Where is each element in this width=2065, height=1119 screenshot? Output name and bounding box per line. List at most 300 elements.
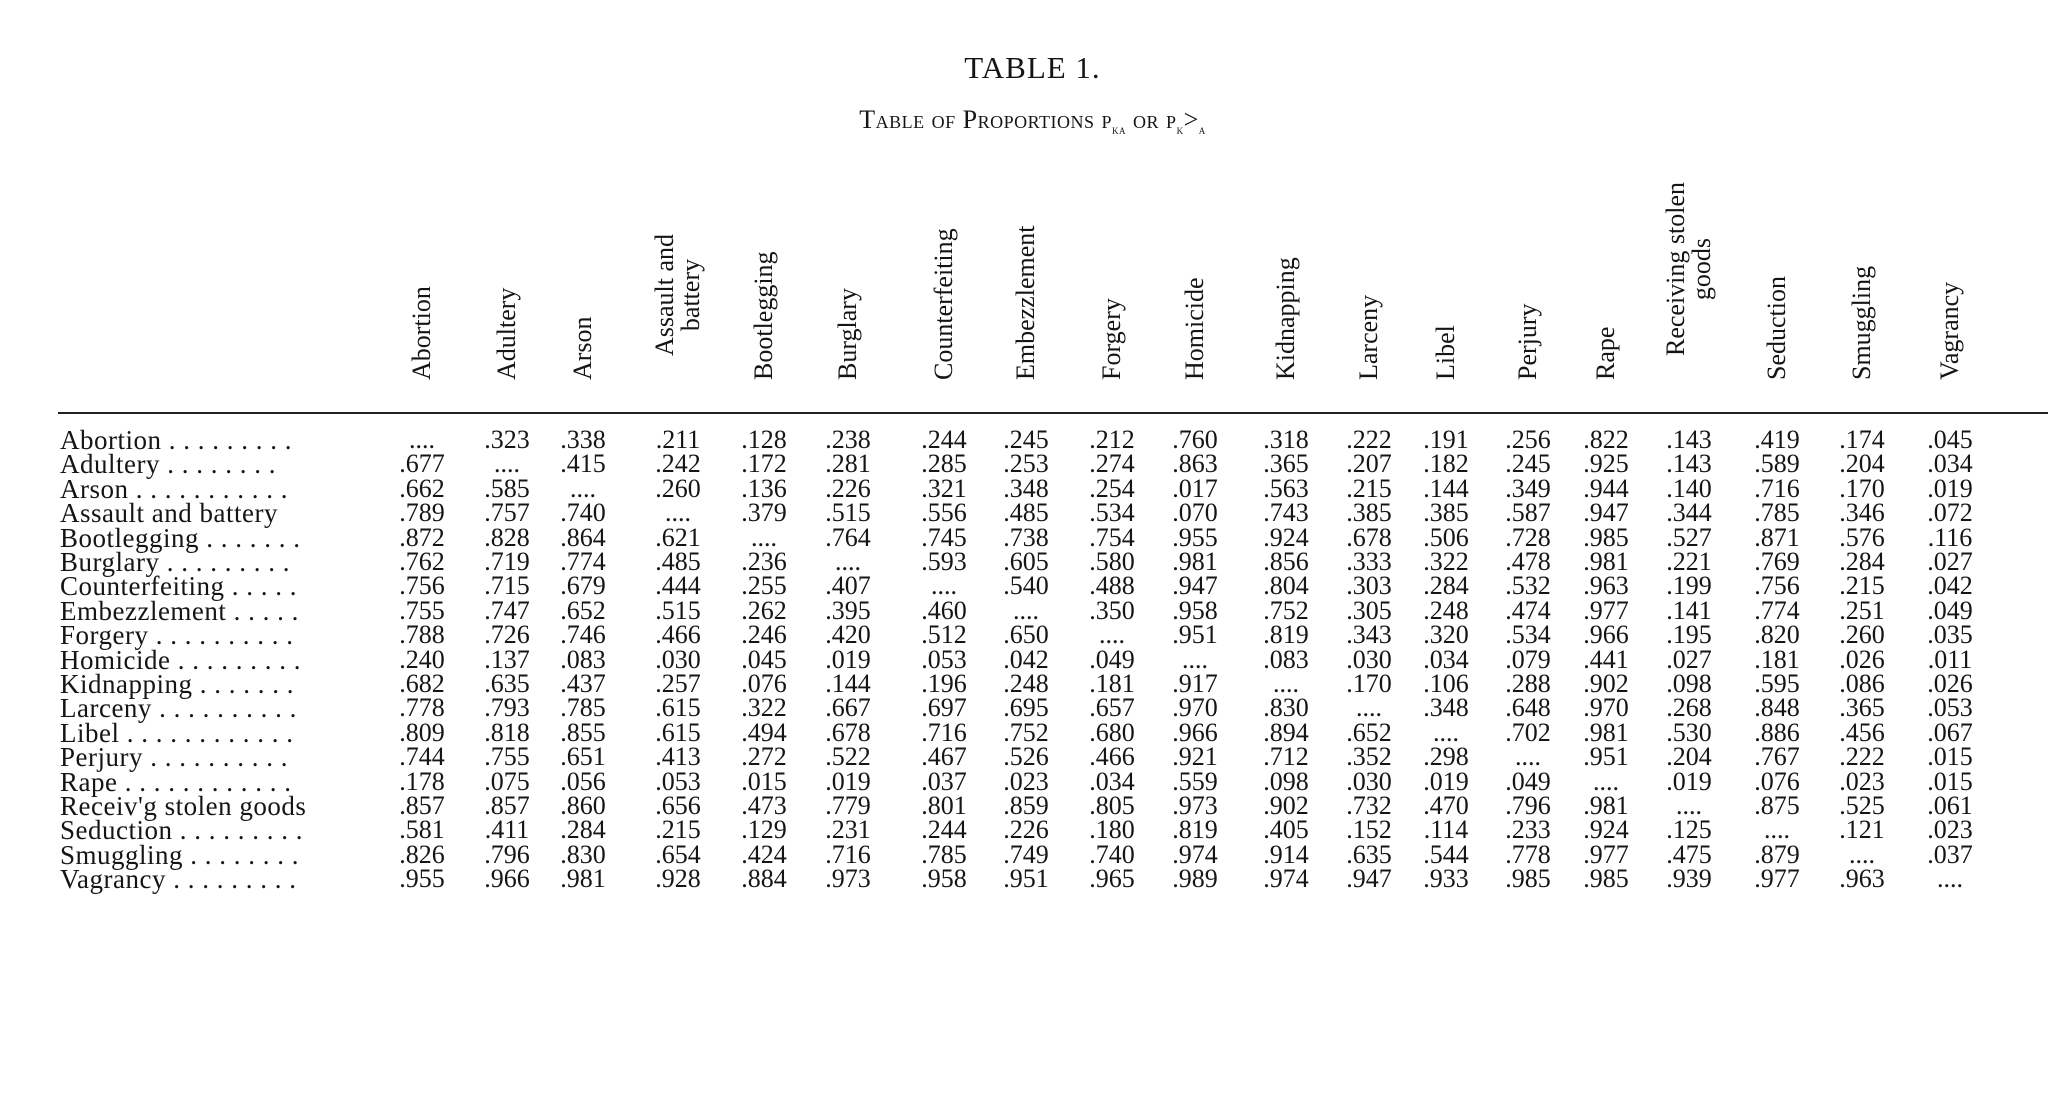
- table-cell: .944: [1583, 473, 1629, 503]
- table-cell: .966: [1583, 620, 1629, 650]
- table-cell: .023: [1927, 815, 1973, 845]
- table-cell: .240: [399, 644, 445, 674]
- table-cell: .072: [1927, 498, 1973, 528]
- table-cell: .211: [655, 425, 701, 454]
- table-cell: .534: [1089, 498, 1135, 528]
- table-cell: .894: [1263, 717, 1309, 747]
- table-cell: .871: [1754, 522, 1800, 552]
- column-header-label: Kidnapping: [1271, 257, 1300, 380]
- row-label: Receiv'g stolen goods: [60, 791, 307, 821]
- table-cell: .576: [1839, 522, 1885, 552]
- table-cell: ....: [931, 571, 957, 601]
- table-cell: .348: [1003, 473, 1049, 503]
- table-cell: .274: [1089, 449, 1135, 479]
- table-cell: .242: [655, 449, 701, 479]
- table-cell: .019: [1666, 766, 1712, 796]
- table-cell: .605: [1003, 547, 1049, 576]
- table-cell: .785: [1754, 498, 1800, 528]
- table-cell: .251: [1839, 595, 1885, 625]
- table-cell: .441: [1583, 644, 1629, 674]
- table-cell: ....: [1273, 669, 1299, 698]
- table-cell: .522: [825, 742, 871, 772]
- column-header-label: Arson: [568, 316, 597, 380]
- table-cell: .086: [1839, 669, 1885, 698]
- table-cell: .958: [921, 864, 967, 894]
- table-cell: .140: [1666, 473, 1712, 503]
- table-cell: ....: [665, 498, 691, 528]
- column-header: [808, 150, 888, 408]
- table-cell: .343: [1346, 620, 1392, 650]
- table-cell: .581: [399, 815, 445, 845]
- header-rule: [58, 412, 2048, 414]
- table-cell: .985: [1583, 864, 1629, 894]
- table-cell: .248: [1003, 669, 1049, 698]
- table-cell: .144: [825, 669, 871, 698]
- table-cell: .255: [741, 571, 787, 601]
- table-cell: .011: [1927, 644, 1973, 674]
- table-cell: .053: [655, 766, 701, 796]
- table-cell: ....: [1099, 620, 1125, 650]
- table-cell: .544: [1423, 839, 1469, 869]
- table-cell: .654: [655, 839, 701, 869]
- table-cell: .349: [1505, 473, 1551, 503]
- table-cell: .049: [1089, 644, 1135, 674]
- table-cell: .061: [1927, 791, 1973, 820]
- table-cell: .981: [1583, 547, 1629, 576]
- table-cell: .083: [1263, 644, 1309, 674]
- table-cell: .774: [1754, 595, 1800, 625]
- table-cell: .215: [655, 815, 701, 845]
- table-cell: ....: [409, 425, 435, 454]
- table-cell: .648: [1505, 693, 1551, 723]
- table-cell: .963: [1839, 864, 1885, 894]
- table-cell: .049: [1927, 595, 1973, 625]
- table-cell: .026: [1839, 644, 1885, 674]
- subtitle-text-a: Table of Proportions p: [859, 105, 1113, 134]
- table-cell: .470: [1423, 791, 1469, 820]
- column-header: [638, 150, 718, 408]
- column-header: [467, 150, 547, 408]
- table-cell: .587: [1505, 498, 1551, 528]
- table-cell: .860: [560, 791, 606, 820]
- table-cell: .226: [825, 473, 871, 503]
- table-cell: .170: [1346, 669, 1392, 698]
- table-cell: .716: [921, 717, 967, 747]
- table-cell: ....: [1593, 766, 1619, 796]
- table-cell: .419: [1754, 425, 1800, 454]
- table-cell: .196: [921, 669, 967, 698]
- table-cell: .970: [1583, 693, 1629, 723]
- table-cell: .407: [825, 571, 871, 601]
- table-cell: .563: [1263, 473, 1309, 503]
- table-cell: .346: [1839, 498, 1885, 528]
- row-label: Bootlegging . . . . . . .: [60, 522, 301, 553]
- table-cell: .049: [1505, 766, 1551, 796]
- table-cell: .848: [1754, 693, 1800, 723]
- table-cell: ....: [751, 522, 777, 552]
- table-cell: .774: [560, 547, 606, 576]
- table-cell: .778: [399, 693, 445, 723]
- table-cell: .027: [1666, 644, 1712, 674]
- column-header: [1737, 150, 1817, 408]
- table-cell: .444: [655, 571, 701, 601]
- column-header-label: Forgery: [1097, 298, 1126, 380]
- table-cell: .182: [1423, 449, 1469, 479]
- table-cell: .114: [1423, 815, 1469, 845]
- column-header: [986, 150, 1066, 408]
- table-cell: .053: [1927, 693, 1973, 723]
- table-cell: .485: [655, 547, 701, 576]
- table-cell: .221: [1666, 547, 1712, 576]
- table-cell: .924: [1263, 522, 1309, 552]
- column-header: [1329, 150, 1409, 408]
- table-cell: .284: [560, 815, 606, 845]
- table-cell: .744: [399, 742, 445, 772]
- row-label: Embezzlement . . . . .: [60, 595, 299, 626]
- table-cell: .989: [1172, 864, 1218, 894]
- table-cell: .037: [1927, 839, 1973, 869]
- table-cell: ....: [494, 449, 520, 479]
- table-cell: .939: [1666, 864, 1712, 894]
- table-cell: .137: [484, 644, 530, 674]
- column-header: [904, 150, 984, 408]
- table-cell: .506: [1423, 522, 1469, 552]
- table-cell: .348: [1423, 693, 1469, 723]
- table-cell: .515: [825, 498, 871, 528]
- table-cell: .981: [1583, 791, 1629, 820]
- table-cell: .035: [1927, 620, 1973, 650]
- table-cell: .534: [1505, 620, 1551, 650]
- table-cell: .015: [1927, 742, 1973, 772]
- table-cell: .323: [484, 425, 530, 454]
- table-cell: .819: [1263, 620, 1309, 650]
- column-header-label: Smuggling: [1847, 265, 1876, 380]
- table-cell: .116: [1927, 522, 1973, 552]
- table-cell: .809: [399, 717, 445, 747]
- table-cell: .152: [1346, 815, 1392, 845]
- table-cell: .743: [1263, 498, 1309, 528]
- table-cell: .238: [825, 425, 871, 454]
- row-label: Vagrancy . . . . . . . . .: [60, 864, 297, 895]
- table-cell: .245: [1505, 449, 1551, 479]
- table-cell: .778: [1505, 839, 1551, 869]
- table-cell: .752: [1263, 595, 1309, 625]
- table-cell: ....: [1433, 717, 1459, 747]
- table-cell: .963: [1583, 571, 1629, 601]
- table-cell: .585: [484, 473, 530, 503]
- column-header: [1155, 150, 1235, 408]
- table-cell: .667: [825, 693, 871, 723]
- table-cell: .338: [560, 425, 606, 454]
- table-cell: .955: [1172, 522, 1218, 552]
- table-cell: .635: [1346, 839, 1392, 869]
- table-cell: ....: [1515, 742, 1541, 772]
- row-label: Burglary . . . . . . . . .: [60, 547, 290, 577]
- table-cell: .415: [560, 449, 606, 479]
- table-cell: .379: [741, 498, 787, 528]
- table-cell: .884: [741, 864, 787, 894]
- table-cell: .288: [1505, 669, 1551, 698]
- row-label: Kidnapping . . . . . . .: [60, 669, 294, 699]
- table-cell: .779: [825, 791, 871, 820]
- table-cell: .740: [560, 498, 606, 528]
- table-cell: .965: [1089, 864, 1135, 894]
- table-cell: .284: [1423, 571, 1469, 601]
- table-cell: .023: [1003, 766, 1049, 796]
- table-cell: .902: [1583, 669, 1629, 698]
- column-header-label: Adultery: [492, 287, 521, 380]
- table-cell: .820: [1754, 620, 1800, 650]
- table-cell: .037: [921, 766, 967, 796]
- column-header-label: Bootlegging: [749, 251, 778, 380]
- table-cell: .715: [484, 571, 530, 601]
- table-cell: .726: [484, 620, 530, 650]
- table-cell: .921: [1172, 742, 1218, 772]
- table-cell: .245: [1003, 425, 1049, 454]
- column-header: [1649, 150, 1729, 408]
- table-cell: .928: [655, 864, 701, 894]
- table-cell: .121: [1839, 815, 1885, 845]
- table-cell: .136: [741, 473, 787, 503]
- table-cell: .785: [560, 693, 606, 723]
- table-cell: .981: [1172, 547, 1218, 576]
- table-cell: .981: [1583, 717, 1629, 747]
- table-cell: .595: [1754, 669, 1800, 698]
- row-label: Adultery . . . . . . . .: [60, 449, 276, 480]
- table-cell: .056: [560, 766, 606, 796]
- table-cell: .917: [1172, 669, 1218, 698]
- table-cell: .828: [484, 522, 530, 552]
- table-cell: .017: [1172, 473, 1218, 503]
- table-cell: .215: [1346, 473, 1392, 503]
- table-cell: .456: [1839, 717, 1885, 747]
- table-row: [0, 863, 2065, 895]
- table-cell: .212: [1089, 425, 1135, 454]
- table-cell: .856: [1263, 547, 1309, 576]
- row-label: Seduction . . . . . . . . .: [60, 815, 303, 846]
- table-cell: .977: [1583, 839, 1629, 869]
- table-cell: .076: [1754, 766, 1800, 796]
- table-cell: .030: [1346, 644, 1392, 674]
- table-cell: .747: [484, 595, 530, 625]
- table-cell: .764: [825, 522, 871, 552]
- table-cell: .180: [1089, 815, 1135, 845]
- table-cell: .365: [1839, 693, 1885, 723]
- subtitle-sub-a: ka: [1112, 122, 1127, 138]
- table-cell: .589: [1754, 449, 1800, 479]
- table-cell: .662: [399, 473, 445, 503]
- table-cell: .143: [1666, 425, 1712, 454]
- row-label: Arson . . . . . . . . . . .: [60, 473, 288, 504]
- table-cell: .966: [1172, 717, 1218, 747]
- table-cell: .652: [560, 595, 606, 625]
- table-cell: ....: [1676, 791, 1702, 820]
- table-cell: .098: [1666, 669, 1712, 698]
- table-cell: .974: [1172, 839, 1218, 869]
- table-cell: .695: [1003, 693, 1049, 723]
- table-cell: .244: [921, 425, 967, 454]
- table-cell: .207: [1346, 449, 1392, 479]
- table-cell: .745: [921, 522, 967, 552]
- table-cell: .488: [1089, 571, 1135, 601]
- table-cell: .757: [484, 498, 530, 528]
- table-cell: .977: [1754, 864, 1800, 894]
- table-cell: .680: [1089, 717, 1135, 747]
- table-cell: .525: [1839, 791, 1885, 820]
- table-cell: .740: [1089, 839, 1135, 869]
- table-cell: .801: [921, 791, 967, 820]
- table-cell: .879: [1754, 839, 1800, 869]
- table-cell: ....: [570, 473, 596, 503]
- table-cell: .023: [1839, 766, 1885, 796]
- table-cell: .756: [1754, 571, 1800, 601]
- table-cell: .796: [484, 839, 530, 869]
- table-cell: .677: [399, 449, 445, 479]
- table-cell: .754: [1089, 522, 1135, 552]
- table-subtitle: [0, 105, 2065, 138]
- subtitle-sub-c: a: [1198, 122, 1206, 138]
- table-cell: .593: [921, 547, 967, 576]
- table-cell: .042: [1927, 571, 1973, 601]
- table-cell: .475: [1666, 839, 1712, 869]
- table-cell: .143: [1666, 449, 1712, 479]
- table-cell: .678: [1346, 522, 1392, 552]
- row-label: Perjury . . . . . . . . . .: [60, 742, 288, 773]
- table-cell: .352: [1346, 742, 1392, 772]
- table-cell: .756: [399, 571, 445, 601]
- table-cell: .222: [1346, 425, 1392, 454]
- table-cell: .494: [741, 717, 787, 747]
- table-cell: .181: [1754, 644, 1800, 674]
- table-cell: .106: [1423, 669, 1469, 698]
- table-cell: .973: [1172, 791, 1218, 820]
- table-cell: .244: [921, 815, 967, 845]
- row-label: Assault and battery: [60, 498, 278, 529]
- table-cell: ....: [1013, 595, 1039, 625]
- table-cell: .098: [1263, 766, 1309, 796]
- table-cell: .195: [1666, 620, 1712, 650]
- table-cell: .530: [1666, 717, 1712, 747]
- table-cell: .284: [1839, 547, 1885, 576]
- subtitle-text-c: >: [1183, 105, 1199, 134]
- table-cell: .460: [921, 595, 967, 625]
- table-cell: .233: [1505, 815, 1551, 845]
- table-cell: .951: [1583, 742, 1629, 772]
- table-cell: .933: [1423, 864, 1469, 894]
- table-cell: .257: [655, 669, 701, 698]
- table-cell: .045: [1927, 425, 1973, 454]
- column-header-line: Receiving stolen: [1661, 181, 1690, 356]
- table-cell: .385: [1346, 498, 1392, 528]
- table-cell: .437: [560, 669, 606, 698]
- table-cell: .019: [1423, 766, 1469, 796]
- table-cell: .796: [1505, 791, 1551, 820]
- table-cell: .716: [825, 839, 871, 869]
- table-cell: .467: [921, 742, 967, 772]
- row-label: Forgery . . . . . . . . . .: [60, 620, 294, 651]
- table-cell: .466: [1089, 742, 1135, 772]
- table-cell: .527: [1666, 522, 1712, 552]
- table-cell: .395: [825, 595, 871, 625]
- table-cell: .030: [1346, 766, 1392, 796]
- table-cell: .712: [1263, 742, 1309, 772]
- table-cell: .079: [1505, 644, 1551, 674]
- table-cell: .788: [399, 620, 445, 650]
- column-header: [1246, 150, 1326, 408]
- table-cell: .303: [1346, 571, 1392, 601]
- table-cell: .262: [741, 595, 787, 625]
- column-header: [1822, 150, 1902, 408]
- table-cell: .985: [1505, 864, 1551, 894]
- table-cell: .789: [399, 498, 445, 528]
- column-header-label: Rape: [1591, 326, 1620, 380]
- table-cell: .902: [1263, 791, 1309, 820]
- table-cell: .749: [1003, 839, 1049, 869]
- table-cell: .678: [825, 717, 871, 747]
- table-cell: .830: [560, 839, 606, 869]
- table-cell: .657: [1089, 693, 1135, 723]
- table-cell: .365: [1263, 449, 1309, 479]
- column-header: [1406, 150, 1486, 408]
- table-cell: .128: [741, 425, 787, 454]
- table-cell: .411: [484, 815, 530, 845]
- table-cell: .191: [1423, 425, 1469, 454]
- table-cell: .045: [741, 644, 787, 674]
- table-cell: .466: [655, 620, 701, 650]
- column-header-label: Embezzlement: [1011, 225, 1040, 380]
- table-cell: .872: [399, 522, 445, 552]
- table-cell: .204: [1839, 449, 1885, 479]
- table-cell: .042: [1003, 644, 1049, 674]
- table-cell: .285: [921, 449, 967, 479]
- table-cell: .260: [655, 473, 701, 503]
- column-header: [382, 150, 462, 408]
- table-cell: .019: [1927, 473, 1973, 503]
- table-cell: .559: [1172, 766, 1218, 796]
- table-cell: .947: [1346, 864, 1392, 894]
- table-cell: .015: [1927, 766, 1973, 796]
- table-cell: .955: [399, 864, 445, 894]
- table-cell: .181: [1089, 669, 1135, 698]
- table-cell: .318: [1263, 425, 1309, 454]
- column-header-label: Larceny: [1354, 294, 1383, 380]
- table-cell: .333: [1346, 547, 1392, 576]
- table-cell: .914: [1263, 839, 1309, 869]
- table-cell: .070: [1172, 498, 1218, 528]
- table-cell: .424: [741, 839, 787, 869]
- table-cell: .985: [1583, 522, 1629, 552]
- row-label: Libel . . . . . . . . . . . .: [60, 717, 294, 748]
- table-cell: .320: [1423, 620, 1469, 650]
- table-cell: .859: [1003, 791, 1049, 820]
- table-cell: .076: [741, 669, 787, 698]
- table-cell: .019: [825, 644, 871, 674]
- table-cell: .805: [1089, 791, 1135, 820]
- column-header-label: Burglary: [833, 288, 862, 380]
- table-cell: .947: [1172, 571, 1218, 601]
- table-cell: .026: [1927, 669, 1973, 698]
- table-cell: .053: [921, 644, 967, 674]
- table-cell: .752: [1003, 717, 1049, 747]
- table-cell: .253: [1003, 449, 1049, 479]
- column-header: [724, 150, 804, 408]
- column-header-label: Abortion: [407, 286, 436, 380]
- table-cell: .755: [484, 742, 530, 772]
- table-cell: .067: [1927, 717, 1973, 747]
- table-cell: .034: [1423, 644, 1469, 674]
- table-cell: .732: [1346, 791, 1392, 820]
- table-cell: .322: [741, 693, 787, 723]
